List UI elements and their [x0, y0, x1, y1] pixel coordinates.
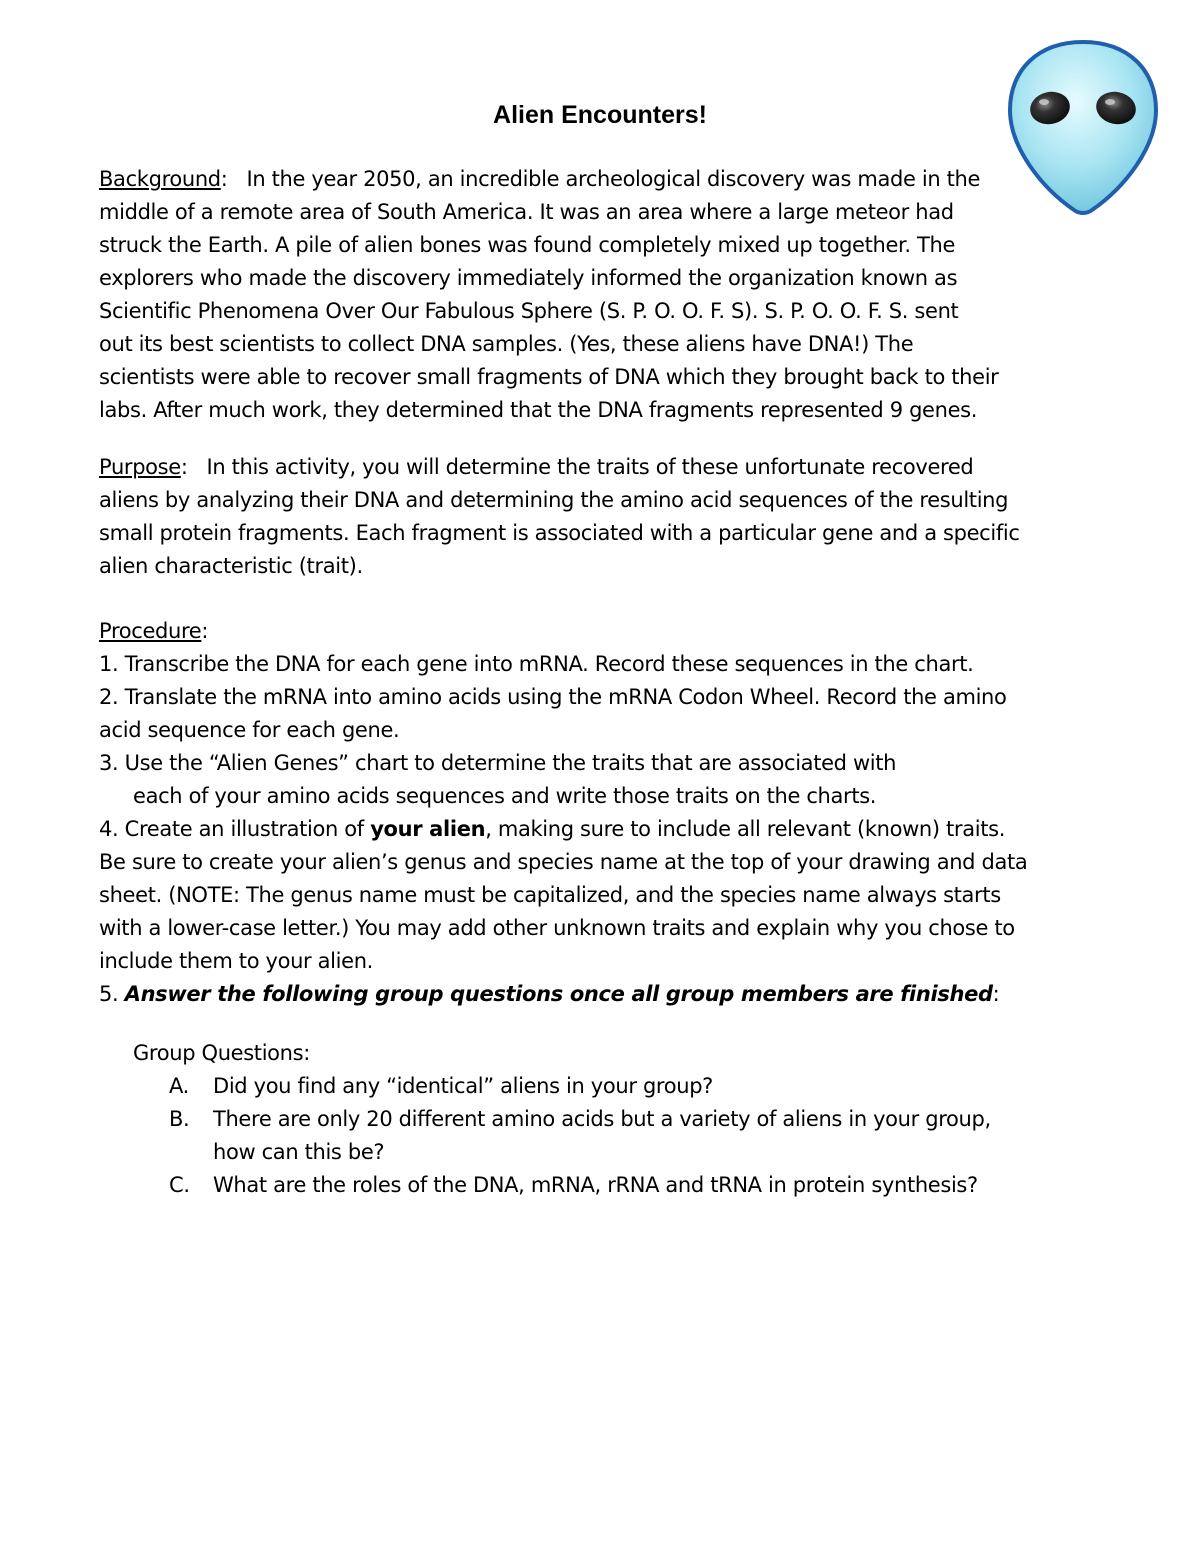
purpose-label: Purpose [99, 455, 181, 479]
background-line: middle of a remote area of South America. It was an area where a large meteor had [99, 200, 954, 224]
purpose-line: Purpose: In this activity, you will determine the traits of these unfortunate recovered [99, 455, 974, 479]
group-questions [133, 1037, 991, 1202]
procedure-heading: Procedure: [99, 619, 209, 643]
procedure-step-2: 2. Translate the mRNA into amino acids using the mRNA Codon Wheel. Record the amino [99, 685, 1007, 709]
background-section [99, 163, 1104, 427]
procedure-step-5: 5. Answer the following group questions once all group members are finished: [99, 982, 1000, 1006]
question-a [133, 1070, 713, 1103]
question-b-cont [133, 1136, 385, 1169]
question-text: There are only 20 different amino acids but a variety of aliens in your group, [213, 1107, 991, 1131]
background-line: struck the Earth. A pile of alien bones was found completely mixed up together. The [99, 233, 956, 257]
procedure-step-4-cont: with a lower-case letter.) You may add other unknown traits and explain why you chose to [99, 916, 1015, 940]
background-line: Scientific Phenomena Over Our Fabulous Sphere (S. P. O. O. F. S). S. P. O. O. F. S. sent [99, 299, 959, 323]
procedure-step-4-cont: include them to your alien. [99, 949, 373, 973]
procedure-step-3: 3. Use the “Alien Genes” chart to determine the traits that are associated with [99, 751, 897, 775]
purpose-line: small protein fragments. Each fragment is associated with a particular gene and a specific [99, 521, 1020, 545]
question-letter: C. [169, 1173, 190, 1197]
procedure-step-1: 1. Transcribe the DNA for each gene into mRNA. Record these sequences in the chart. [99, 652, 974, 676]
question-text: Did you find any “identical” aliens in your group? [213, 1074, 713, 1098]
procedure-step-2-cont: acid sequence for each gene. [99, 718, 400, 742]
your-alien-emphasis: your alien [370, 817, 486, 841]
question-text: how can this be? [213, 1140, 385, 1164]
purpose-line: aliens by analyzing their DNA and determining the amino acid sequences of the resulting [99, 488, 1009, 512]
background-line: labs. After much work, they determined that the DNA fragments represented 9 genes. [99, 398, 978, 422]
procedure-step-4: 4. Create an illustration of your alien, making sure to include all relevant (known) traits. [99, 817, 1006, 841]
group-questions-instruction: Answer the following group questions once all group members are finished [124, 982, 993, 1006]
question-text: What are the roles of the DNA, mRNA, rRNA and tRNA in protein synthesis? [213, 1173, 978, 1197]
procedure-step-4-cont: Be sure to create your alien’s genus and species name at the top of your drawing and data [99, 850, 1028, 874]
background-line: Background: In the year 2050, an incredible archeological discovery was made in the [99, 167, 981, 191]
question-letter: A. [169, 1074, 189, 1098]
background-line: scientists were able to recover small fragments of DNA which they brought back to their [99, 365, 999, 389]
question-b [133, 1103, 991, 1136]
purpose-line: alien characteristic (trait). [99, 554, 363, 578]
background-label: Background [99, 167, 221, 191]
question-c [133, 1169, 978, 1202]
procedure-label: Procedure [99, 619, 202, 643]
procedure-section [99, 615, 1104, 1011]
purpose-section [99, 451, 1104, 583]
page-title: Alien Encounters! [493, 101, 707, 129]
question-letter: B. [169, 1107, 190, 1131]
group-questions-heading: Group Questions: [133, 1041, 310, 1065]
procedure-step-3-cont: each of your amino acids sequences and write those traits on the charts. [133, 784, 877, 808]
background-line: out its best scientists to collect DNA samples. (Yes, these aliens have DNA!) The [99, 332, 914, 356]
procedure-step-4-cont: sheet. (NOTE: The genus name must be capitalized, and the species name always starts [99, 883, 1001, 907]
background-line: explorers who made the discovery immediately informed the organization known as [99, 266, 958, 290]
